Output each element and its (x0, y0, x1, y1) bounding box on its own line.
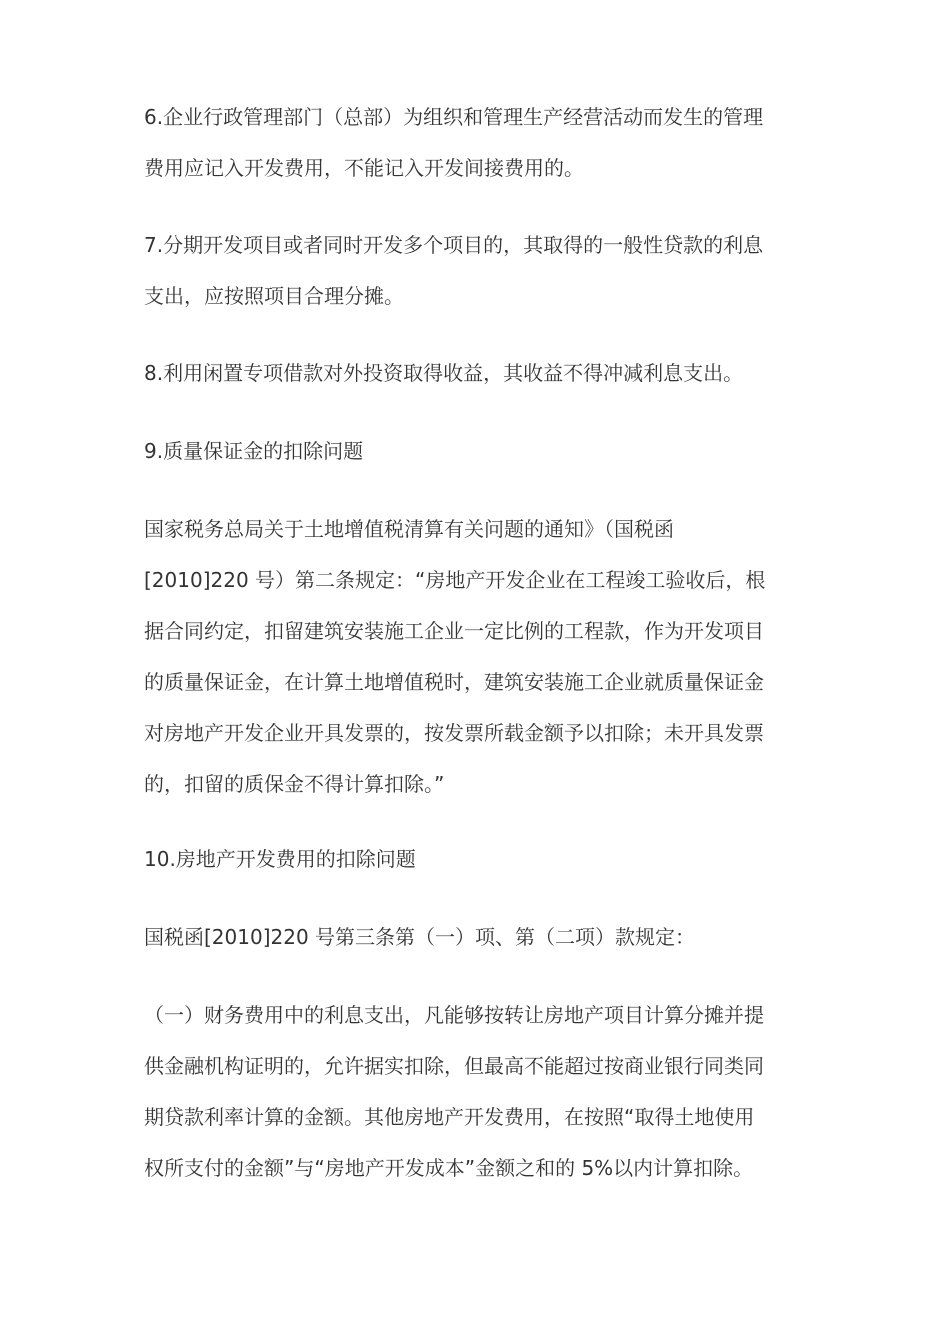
text-line: 国家税务总局关于土地增值税清算有关问题的通知》（国税函 (144, 517, 674, 541)
text-line: 供金融机构证明的，允许据实扣除，但最高不能超过按商业银行同类同 (144, 1054, 764, 1078)
text-line: 6.企业行政管理部门（总部）为组织和管理生产经营活动而发生的管理 (144, 105, 764, 129)
text-line: 支出，应按照项目合理分摊。 (144, 284, 404, 308)
paragraph-item-8 (144, 348, 824, 399)
paragraph-item-6 (144, 92, 824, 194)
text-line: 8.利用闲置专项借款对外投资取得收益，其收益不得冲减利息支出。 (144, 361, 744, 385)
section-heading-10 (144, 834, 824, 885)
text-line: 7.分期开发项目或者同时开发多个项目的，其取得的一般性贷款的利息 (144, 233, 764, 257)
paragraph-clause-1 (144, 990, 824, 1194)
text-line: [2010]220 号）第二条规定：“房地产开发企业在工程竣工验收后，根 (144, 568, 766, 592)
text-line: 对房地产开发企业开具发票的，按发票所载金额予以扣除；未开具发票 (144, 721, 764, 745)
section-heading-9 (144, 426, 824, 477)
text-line: （一）财务费用中的利息支出，凡能够按转让房地产项目计算分摊并提 (144, 1003, 764, 1027)
text-line: 的，扣留的质保金不得计算扣除。” (144, 772, 445, 796)
paragraph-item-7 (144, 220, 824, 322)
paragraph-notice-quote (144, 504, 824, 810)
text-line: 费用应记入开发费用，不能记入开发间接费用的。 (144, 156, 584, 180)
text-line: 9.质量保证金的扣除问题 (144, 439, 364, 463)
text-line: 期贷款利率计算的金额。其他房地产开发费用，在按照“取得土地使用 (144, 1105, 755, 1129)
text-line: 据合同约定，扣留建筑安装施工企业一定比例的工程款，作为开发项目 (144, 619, 764, 643)
text-line: 国税函[2010]220 号第三条第（一）项、第（二项）款规定： (144, 925, 696, 949)
text-line: 的质量保证金，在计算土地增值税时，建筑安装施工企业就质量保证金 (144, 670, 764, 694)
paragraph-regulation-intro (144, 912, 824, 963)
text-line: 权所支付的金额”与“房地产开发成本”金额之和的 5%以内计算扣除。 (144, 1156, 754, 1180)
text-line: 10.房地产开发费用的扣除问题 (144, 847, 416, 871)
